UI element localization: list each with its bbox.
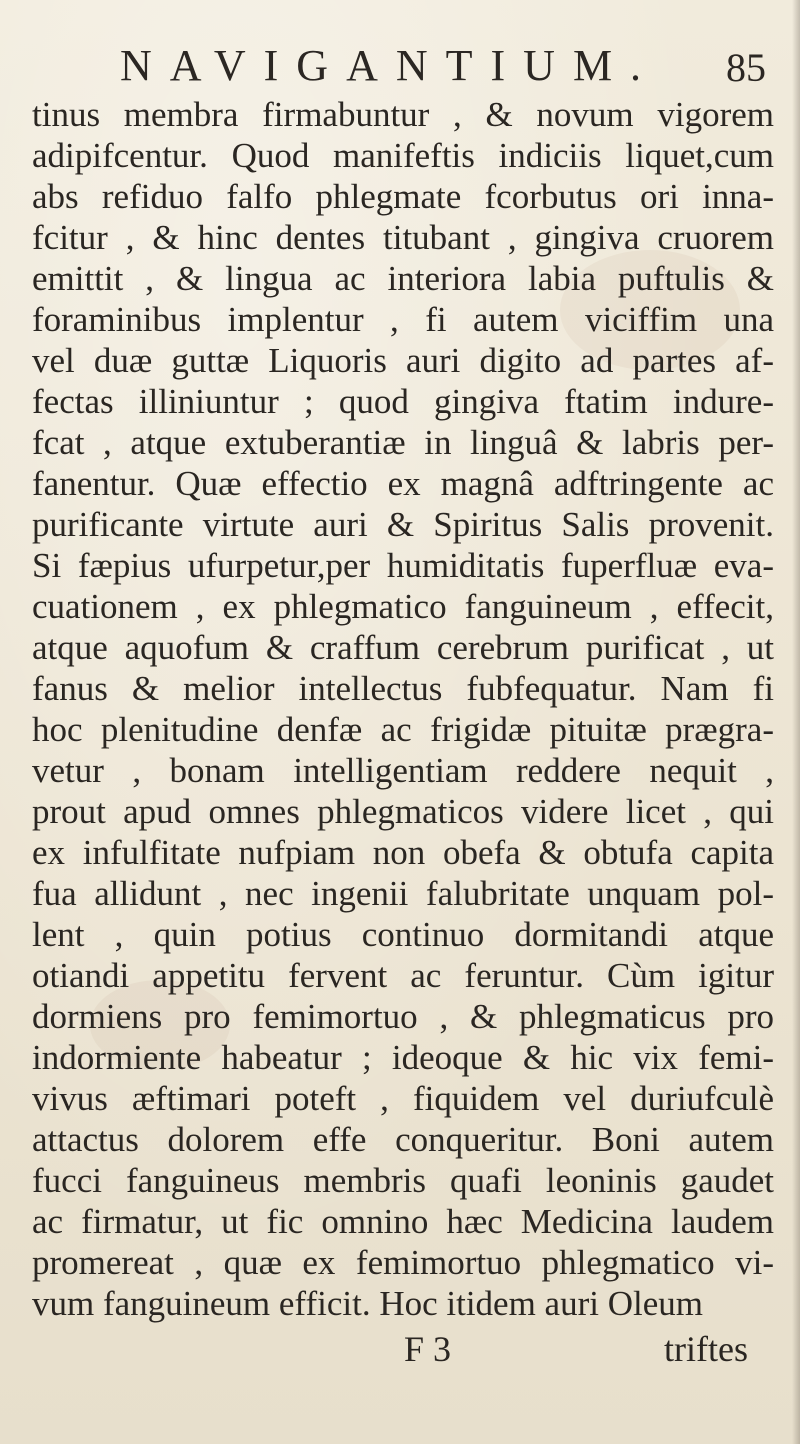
text-line: dormiens pro femimortuo , & phlegmaticus pro	[32, 997, 774, 1036]
text-line: fectas illiniuntur ; quod gingiva ftatim indure-	[32, 382, 774, 421]
text-line: ex infulfitate nufpiam non obefa & obtufa capita	[32, 833, 774, 872]
signature-mark: F 3	[404, 1329, 452, 1369]
page-number: 85	[726, 45, 766, 90]
text-line: cuationem , ex phlegmatico fanguineum , effecit,	[32, 587, 774, 626]
running-head: NAVIGANTIUM.	[120, 41, 660, 90]
text-line: otiandi appetitu fervent ac feruntur. Cùm igitur	[32, 956, 774, 995]
text-line: hoc plenitudine denfæ ac frigidæ pituitæ prægra-	[32, 710, 774, 749]
text-line: fcat , atque extuberantiæ in linguâ & labris per-	[32, 423, 774, 462]
text-line: fanus & melior intellectus fubfequatur. Nam fi	[32, 669, 774, 708]
text-line: foraminibus implentur , fi autem viciffim una	[32, 300, 774, 339]
text-line: prout apud omnes phlegmaticos videre licet , qui	[32, 792, 774, 831]
text-line: Si fæpius ufurpetur,per humiditatis fuperfluæ eva-	[32, 546, 774, 585]
text-line: fua allidunt , nec ingenii falubritate unquam pol-	[32, 874, 774, 913]
text-line: vel duæ guttæ Liquoris auri digito ad partes af-	[32, 341, 774, 380]
text-line: promereat , quæ ex femimortuo phlegmatico vi-	[32, 1243, 774, 1282]
page-footer	[0, 1328, 800, 1378]
text-line: attactus dolorem effe conqueritur. Boni autem	[32, 1120, 774, 1159]
page-edge-shadow	[792, 0, 800, 1444]
text-line: tinus membra firmabuntur , & novum vigorem	[32, 95, 774, 134]
text-line: fcitur , & hinc dentes titubant , gingiva cruorem	[32, 218, 774, 257]
text-line: atque aquofum & craffum cerebrum purificat , ut	[32, 628, 774, 667]
text-line: vivus æftimari poteft , fiquidem vel duriufculè	[32, 1079, 774, 1118]
text-line: purificante virtute auri & Spiritus Salis provenit.	[32, 505, 774, 544]
body-text	[32, 94, 774, 1324]
text-line: emittit , & lingua ac interiora labia puftulis &	[32, 259, 774, 298]
text-line: vetur , bonam intelligentiam reddere nequit ,	[32, 751, 774, 790]
text-line: vum fanguineum efficit. Hoc itidem auri Oleum	[32, 1284, 703, 1323]
text-line: abs refiduo falfo phlegmate fcorbutus ori inna-	[32, 177, 774, 216]
text-line: fucci fanguineus membris quafi leoninis gaudet	[32, 1161, 774, 1200]
text-line: fanentur. Quæ effectio ex magnâ adftringente ac	[32, 464, 774, 503]
text-line: ac firmatur, ut fic omnino hæc Medicina laudem	[32, 1202, 774, 1241]
text-line: indormiente habeatur ; ideoque & hic vix femi-	[32, 1038, 774, 1077]
text-line: lent , quin potius continuo dormitandi atque	[32, 915, 774, 954]
page-header	[0, 40, 800, 90]
text-line: adipifcentur. Quod manifeftis indiciis liquet,cum	[32, 136, 774, 175]
catchword: triftes	[664, 1329, 748, 1369]
